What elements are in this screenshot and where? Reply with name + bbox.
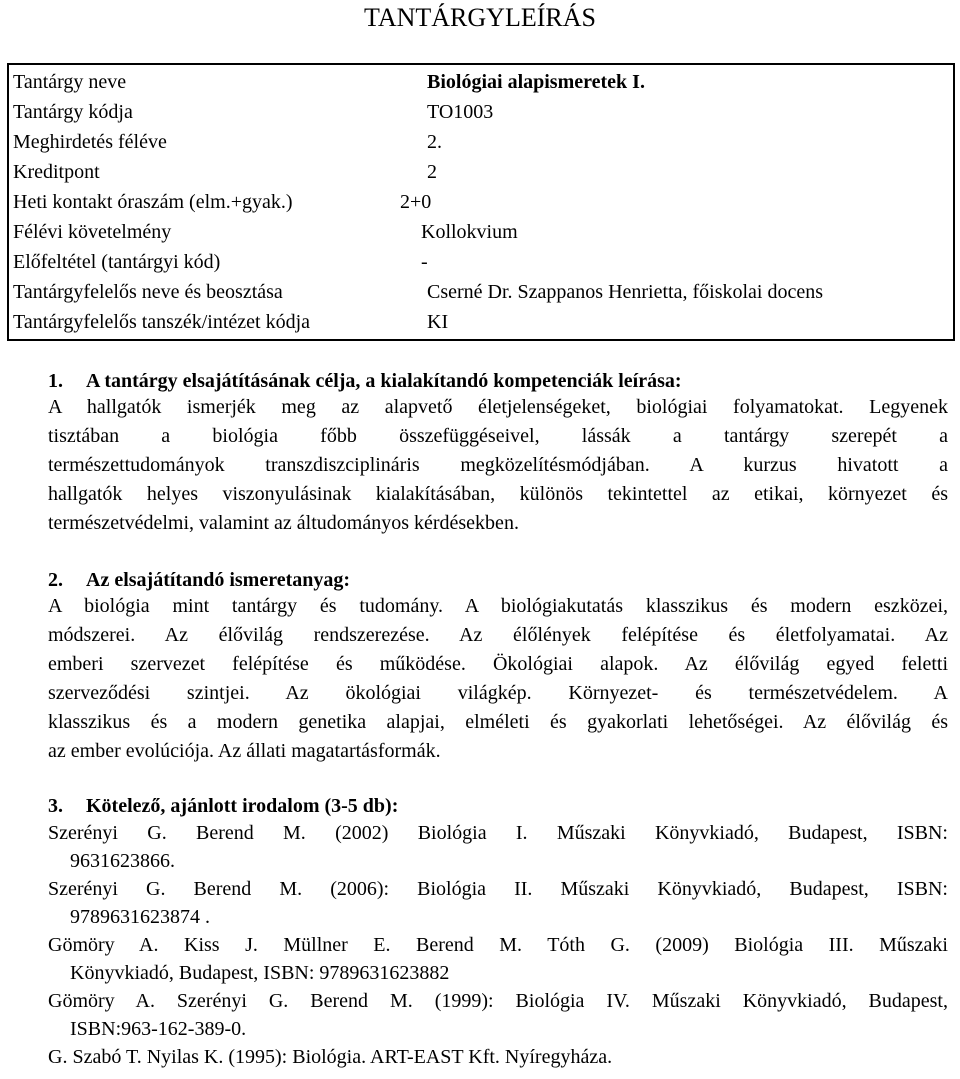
info-row-department (13, 309, 953, 335)
info-value: Kollokvium (421, 221, 518, 243)
reference-line: ISBN:963-162-389-0. (70, 1018, 247, 1040)
info-label: Meghirdetés féléve (13, 131, 167, 153)
info-row-credits (13, 159, 953, 185)
info-value: - (421, 251, 428, 273)
info-label: Tantárgy kódja (13, 101, 133, 123)
info-value: 2. (427, 131, 442, 153)
info-label: Heti kontakt óraszám (elm.+gyak.) (13, 191, 293, 213)
paragraph-line: A hallgatók ismerjék meg az alapvető életjelenségeket, biológiai folyamatokat. Legyenek (48, 396, 948, 418)
section-number: 3. (48, 795, 63, 817)
paragraph-line: az ember evolúciója. Az állati magatartásformák. (48, 740, 441, 762)
info-value: Cserné Dr. Szappanos Henrietta, főiskolai docens (427, 281, 824, 303)
section-heading (48, 793, 398, 819)
course-info-table (7, 63, 955, 341)
reference-line: 9789631623874 . (70, 906, 210, 928)
section-title: Az elsajátítandó ismeretanyag: (86, 569, 351, 591)
paragraph-line: emberi szervezet felépítése és működése. Ökológiai alapok. Az élővilág egyed feletti (48, 653, 948, 675)
paragraph-line: tisztában a biológia főbb összefüggéseivel, lássák a tantárgy szerepét a (48, 425, 948, 447)
section-goals (48, 368, 948, 538)
info-row-requirement (13, 219, 953, 245)
paragraph-line: hallgatók helyes viszonyulásinak kialakításában, különös tekintettel az etikai, környezet és (48, 483, 948, 505)
info-value: TO1003 (427, 101, 494, 123)
info-label: Tantárgy neve (13, 71, 127, 93)
info-row-semester (13, 129, 953, 155)
reference-line: Szerényi G. Berend M. (2002) Biológia I. Műszaki Könyvkiadó, Budapest, ISBN: (48, 822, 948, 844)
info-value: 2 (427, 161, 437, 183)
reference-line: Gömöry A. Kiss J. Müllner E. Berend M. Tóth G. (2009) Biológia III. Műszaki (48, 934, 948, 956)
info-row-prerequisite (13, 249, 953, 275)
info-label: Kreditpont (13, 161, 100, 183)
section-heading (48, 368, 682, 394)
reference-line: G. Szabó T. Nyilas K. (1995): Biológia. ART-EAST Kft. Nyíregyháza. (48, 1046, 613, 1068)
paragraph-line: klasszikus és a modern genetika alapjai, elméleti és gyakorlati lehetőségei. Az élővilág és (48, 711, 948, 733)
section-number: 2. (48, 569, 63, 591)
info-label: Előfeltétel (tantárgyi kód) (13, 251, 221, 273)
reference-line: Gömöry A. Szerényi G. Berend M. (1999): Biológia IV. Műszaki Könyvkiadó, Budapest, (48, 990, 948, 1012)
section-heading (48, 567, 350, 593)
info-row-responsible (13, 279, 953, 305)
info-value: 2+0 (400, 191, 432, 213)
info-row-course-name (13, 69, 953, 95)
reference-item (48, 820, 948, 874)
paragraph-line: módszerei. Az élővilág rendszerezése. Az élőlények felépítése és életfolyamatai. Az (48, 624, 948, 646)
reference-line: Könyvkiadó, Budapest, ISBN: 9789631623882 (70, 962, 450, 984)
info-row-contact-hours (13, 189, 953, 215)
info-value: Biológiai alapismeretek I. (427, 71, 645, 93)
reference-item (48, 932, 948, 986)
paragraph-line: A biológia mint tantárgy és tudomány. A biológiakutatás klasszikus és modern eszközei, (48, 595, 948, 617)
info-label: Tantárgyfelelős tanszék/intézet kódja (13, 311, 311, 333)
paragraph-line: természetvédelmi, valamint az áltudományos kérdésekben. (48, 512, 519, 534)
reference-line: 9631623866. (70, 850, 175, 872)
info-value: KI (427, 311, 449, 333)
reference-line: Szerényi G. Berend M. (2006): Biológia II. Műszaki Könyvkiadó, Budapest, ISBN: (48, 878, 948, 900)
paragraph-line: természettudományok transzdiszciplináris megközelítésmódjában. A kurzus hivatott a (48, 454, 948, 476)
reference-item (48, 988, 948, 1042)
reference-item (48, 876, 948, 930)
section-literature (48, 793, 948, 1079)
section-title: Kötelező, ajánlott irodalom (3-5 db): (86, 795, 399, 817)
section-number: 1. (48, 370, 63, 392)
info-label: Félévi követelmény (13, 221, 172, 243)
paragraph-line: szerveződési szintjei. Az ökológiai világkép. Környezet- és természetvédelem. A (48, 682, 948, 704)
reference-item (48, 1044, 948, 1072)
info-row-course-code (13, 99, 953, 125)
section-curriculum (48, 567, 948, 767)
page-title: TANTÁRGYLEÍRÁS (364, 3, 596, 32)
section-title: A tantárgy elsajátításának célja, a kialakítandó kompetenciák leírása: (86, 370, 682, 392)
info-label: Tantárgyfelelős neve és beosztása (13, 281, 283, 303)
